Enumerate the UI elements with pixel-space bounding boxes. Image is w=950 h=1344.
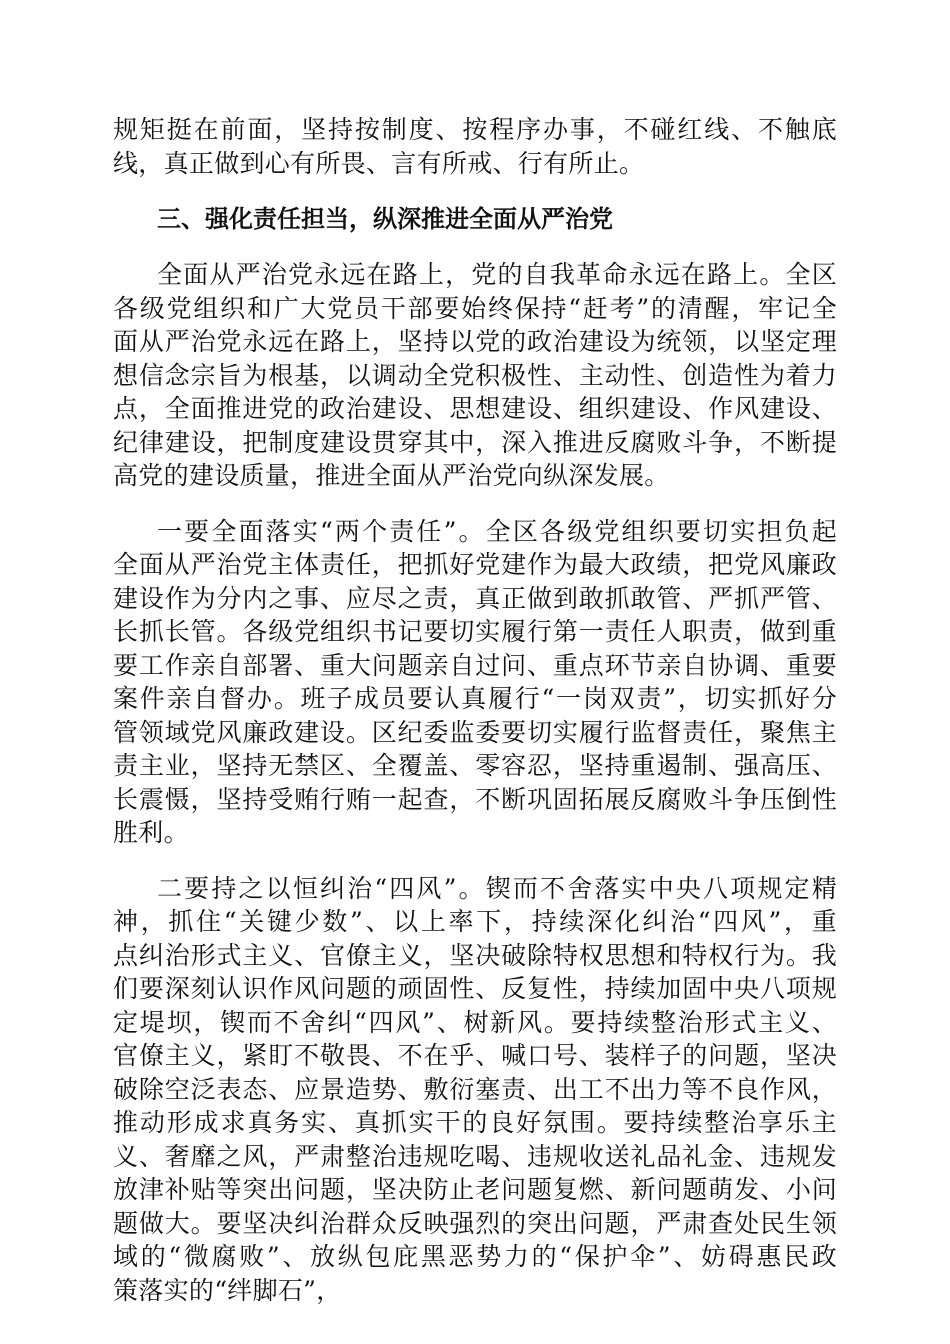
text-line: 长震慑，坚持受贿行贿一起查，不断巩固拓展反腐败斗争压倒性 — [113, 784, 837, 814]
text-line: 纪律建设，把制度建设贯穿其中，深入推进反腐败斗争，不断提 — [113, 427, 837, 457]
text-line: 策落实的“绊脚石”， — [113, 1275, 342, 1305]
text-line: 高党的建设质量，推进全面从严治党向纵深发展。 — [113, 461, 670, 490]
text-line: 胜利。 — [113, 818, 189, 847]
text-line: 定堤坝，锲而不舍纠“四风”、树新风。要持续整治形式主义、 — [113, 1007, 837, 1037]
text-line: 管领域党风廉政建设。区纪委监委要切实履行监督责任，聚焦主 — [113, 717, 837, 747]
paragraph-3 — [113, 872, 837, 1308]
text-line: 二要持之以恒纠治“四风”。锲而不舍落实中央八项规定精 — [157, 873, 837, 903]
text-line: 长抓长管。各级党组织书记要切实履行第一责任人职责，做到重 — [113, 617, 837, 646]
text-line: 面从严治党永远在路上，坚持以党的政治建设为统领，以坚定理 — [113, 327, 837, 356]
text-line: 破除空泛表态、应景造势、敷衍塞责、出工不出力等不良作风， — [113, 1074, 837, 1104]
intro-paragraph — [113, 113, 837, 180]
text-line: 责主业，坚持无禁区、全覆盖、零容忍，坚持重遏制、强高压、 — [113, 751, 837, 780]
paragraph-1 — [113, 258, 837, 493]
text-line: 放津补贴等突出问题，坚决防止老问题复燃、新问题萌发、小问 — [113, 1175, 837, 1204]
text-line: 推动形成求真务实、真抓实干的良好氛围。要持续整治享乐主 — [113, 1108, 837, 1137]
paragraph-2 — [113, 515, 837, 850]
text-line: 们要深刻认识作风问题的顽固性、反复性，持续加固中央八项规 — [113, 974, 837, 1003]
text-line: 规矩挺在前面，坚持按制度、按程序办事，不碰红线、不触底 — [113, 115, 837, 144]
text-line: 义、奢靡之风，严肃整治违规吃喝、违规收送礼品礼金、违规发 — [113, 1141, 837, 1171]
text-line: 建设作为分内之事、应尽之责，真正做到敢抓敢管、严抓严管、 — [113, 583, 837, 613]
document-page — [113, 113, 837, 1329]
text-line: 要工作亲自部署、重大问题亲自过问、重点环节亲自协调、重要 — [113, 650, 837, 680]
text-line: 题做大。要坚决纠治群众反映强烈的突出问题，严肃查处民生领 — [113, 1208, 837, 1238]
text-line: 全面从严治党主体责任，把抓好党建作为最大政绩，把党风廉政 — [113, 550, 837, 579]
text-line: 案件亲自督办。班子成员要认真履行“一岗双责”，切实抓好分 — [113, 684, 837, 713]
text-line: 线，真正做到心有所畏、言有所戒、行有所止。 — [113, 148, 645, 178]
text-line: 官僚主义，紧盯不敬畏、不在乎、喊口号、装样子的问题，坚决 — [113, 1041, 837, 1070]
text-line: 点纠治形式主义、官僚主义，坚决破除特权思想和特权行为。我 — [113, 940, 837, 970]
text-line: 各级党组织和广大党员干部要始终保持“赶考”的清醒，牢记全 — [113, 293, 837, 323]
text-line: 域的“微腐败”、放纵包庇黑恶势力的“保护伞”、妨碍惠民政 — [113, 1242, 837, 1271]
text-line: 点，全面推进党的政治建设、思想建设、组织建设、作风建设、 — [113, 394, 837, 423]
section-heading: 三、强化责任担当，纵深推进全面从严治党 — [157, 205, 613, 233]
text-line: 神，抓住“关键少数”、以上率下，持续深化纠治“四风”，重 — [113, 907, 837, 936]
text-line: 想信念宗旨为根基，以调动全党积极性、主动性、创造性为着力 — [113, 360, 837, 390]
text-line: 全面从严治党永远在路上，党的自我革命永远在路上。全区 — [157, 260, 837, 289]
text-line: 一要全面落实“两个责任”。全区各级党组织要切实担负起 — [157, 516, 837, 546]
